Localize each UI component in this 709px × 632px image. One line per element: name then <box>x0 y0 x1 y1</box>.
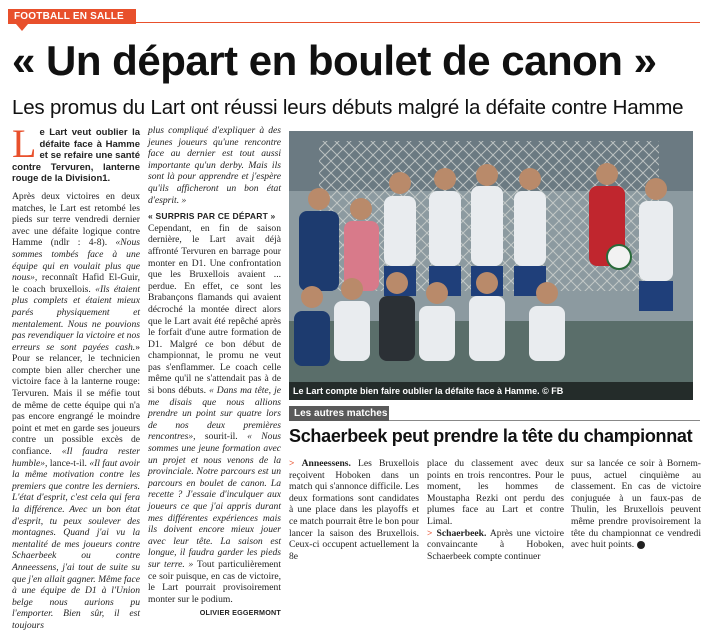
article-column-1 <box>12 121 140 632</box>
box-rule <box>389 420 700 421</box>
article-column-2 <box>148 125 281 619</box>
box-text: sur sa lancée ce soir à Bornem-puus, actuel cinquième au classement. En cas de victoire conjuguée à un faux-pas de Thulin, les Bruxellois peuvent même prendre provisoirement la tête du championnat ce vendredi avec huit points. <box>571 458 701 551</box>
team-photo-illustration <box>289 131 693 400</box>
box-column-1 <box>289 458 419 562</box>
article-text: Cependant, en fin de saison dernière, le Lart avait déjà affronté Tervuren en barrage pour monter en D1. Une confrontation que les Bruxellois avaient ... perdue. En effet, ce sont les Brabançons flamands qui avaient décroché la montée direct alors que le Lart avait été repêché après le forfait d'une autre formation de D1. Malgré ce bon début de championnat, le promu ne veut pas s'enflammer. Le coach celle même qu'il ne s'attendait pas à de si bons débuts. <box>148 222 281 397</box>
article-text: Après deux victoires en deux matches, le Lart est retombé les pieds sur terre vendredi dernier avec une défaite logique contre Hamme (ndlr : 4-8). <box>12 190 140 249</box>
box-label: Les autres matches <box>289 406 389 421</box>
team-photo <box>289 131 693 400</box>
article-quote: «Il faudra rester humble», <box>12 446 140 469</box>
article-lead: e Lart veut oublier la défaite face à Hamme et se refaire une santé contre Tervuren, lanterne rouge de la Division1. <box>12 127 140 185</box>
rubric-tab <box>16 24 28 31</box>
section-heading: « SURPRIS PAR CE DÉPART » <box>148 211 276 222</box>
article-quote: «Ils étaient plus complets et étaient mieux parés physiquement et mentalement. Nous ne pouvions pas revendiquer la victoire et nos erreurs se sont payées cash. <box>12 283 140 353</box>
end-mark-icon <box>637 541 645 549</box>
box-column-3 <box>571 458 701 551</box>
article-text: sourit-il. <box>195 431 248 443</box>
box-text: Les Bruxellois reçoivent Hoboken dans un match qui s'annonce difficile. Les deux formations sont candidates à une place dans les playoffs et ce match pourrait être le bon pour lancer la saison des Bruxellois. Ceux-ci occupent actuellement la 8e <box>289 458 420 562</box>
drop-cap: L <box>12 121 37 166</box>
subheadline: Les promus du Lart ont réussi leurs débuts malgré la défaite contre Hamme <box>12 96 684 119</box>
rubric-rule <box>130 22 700 23</box>
article-quote: «Nous sommes tombés face à une équipe qui en voulait plus que nous», <box>12 237 140 284</box>
article-text: Tout particulièrement ce soir puisque, en cas de victoire, le Lart pourrait provisoirement monter sur le podium. <box>148 558 281 605</box>
article-quote: « Nous sommes une jeune formation avec un projet et nous venons de la provinciale. Notre parcours est un parcours en boulet de canon. La recette ? J'essaie d'inculquer aux joueurs ce que j'ai appris durant mes différentes expériences mais ils doivent encore mieux jouer avec leur tête. La saison est longue, il faudra garder les pieds sur terre. » <box>148 431 282 570</box>
article-text: lance-t-il. <box>47 457 90 469</box>
headline: « Un départ en boulet de canon » <box>12 37 657 84</box>
club-name: Schaerbeek. <box>436 527 487 539</box>
author-byline: OLIVIER EGGERMONT <box>199 608 281 618</box>
article-quote: «Il faut avoir la même motivation contre les premiers que contre les derniers. L'état d'esprit, c'est cela qui fera la différence. Avec un bon état d'esprit, tu peux soulever des montagnes. Quand j'ai vu la mentalité de mes joueurs contre Schaerbeek ou contre Anneessens, j'ai tout de suite su que j'en allait gagner. Même face à une équipe de D1 à l'Union belge nous aurions pu l'emporter. Bien sûr, il est toujours <box>12 457 140 631</box>
arrow-marker-icon: > <box>427 527 433 539</box>
section-rubric: FOOTBALL EN SALLE <box>8 9 136 24</box>
club-name: Anneessens. <box>301 458 351 469</box>
box-title: Schaerbeek peut prendre la tête du championnat <box>289 426 693 446</box>
article-quote: « Dans ma tête, je me disais que nous allions prendre un point sur quatre lors de nos deux premières rencontres», <box>148 385 281 443</box>
article-quote: plus compliqué d'expliquer à des jeunes joueurs qu'une rencontre face au dernier est tout aussi importante qu'un derby. Mais ils sont là pour apprendre et j'espère qu'ils afficheront un bon état d'esprit. » <box>148 125 281 206</box>
box-column-2 <box>427 458 564 562</box>
photo-caption: Le Lart compte bien faire oublier la défaite face à Hamme. © FB <box>289 382 693 400</box>
arrow-marker-icon: > <box>289 458 295 469</box>
box-text: Après une victoire convaincante à Hoboken, Schaerbeek compte continuer <box>427 527 564 562</box>
box-text: place du classement avec deux points en trois rencontres. Pour le moment, les hommes de Moustapha Rezki ont perdu des plumes face au Lart et contre Limal. <box>427 458 564 527</box>
article-text: reconnaît Hafid El-Guir, le coach bruxellois. <box>12 272 140 295</box>
article-text: » Pour se relancer, le technicien compte bien aller chercher une victoire face à la lanterne rouge: Tervuren. Mais il se méfie tout de même de cette équipe qui n'a pas encore engrangé le moindre point et met en garde ses joueurs contre un possible excès de confiance. <box>12 341 140 458</box>
